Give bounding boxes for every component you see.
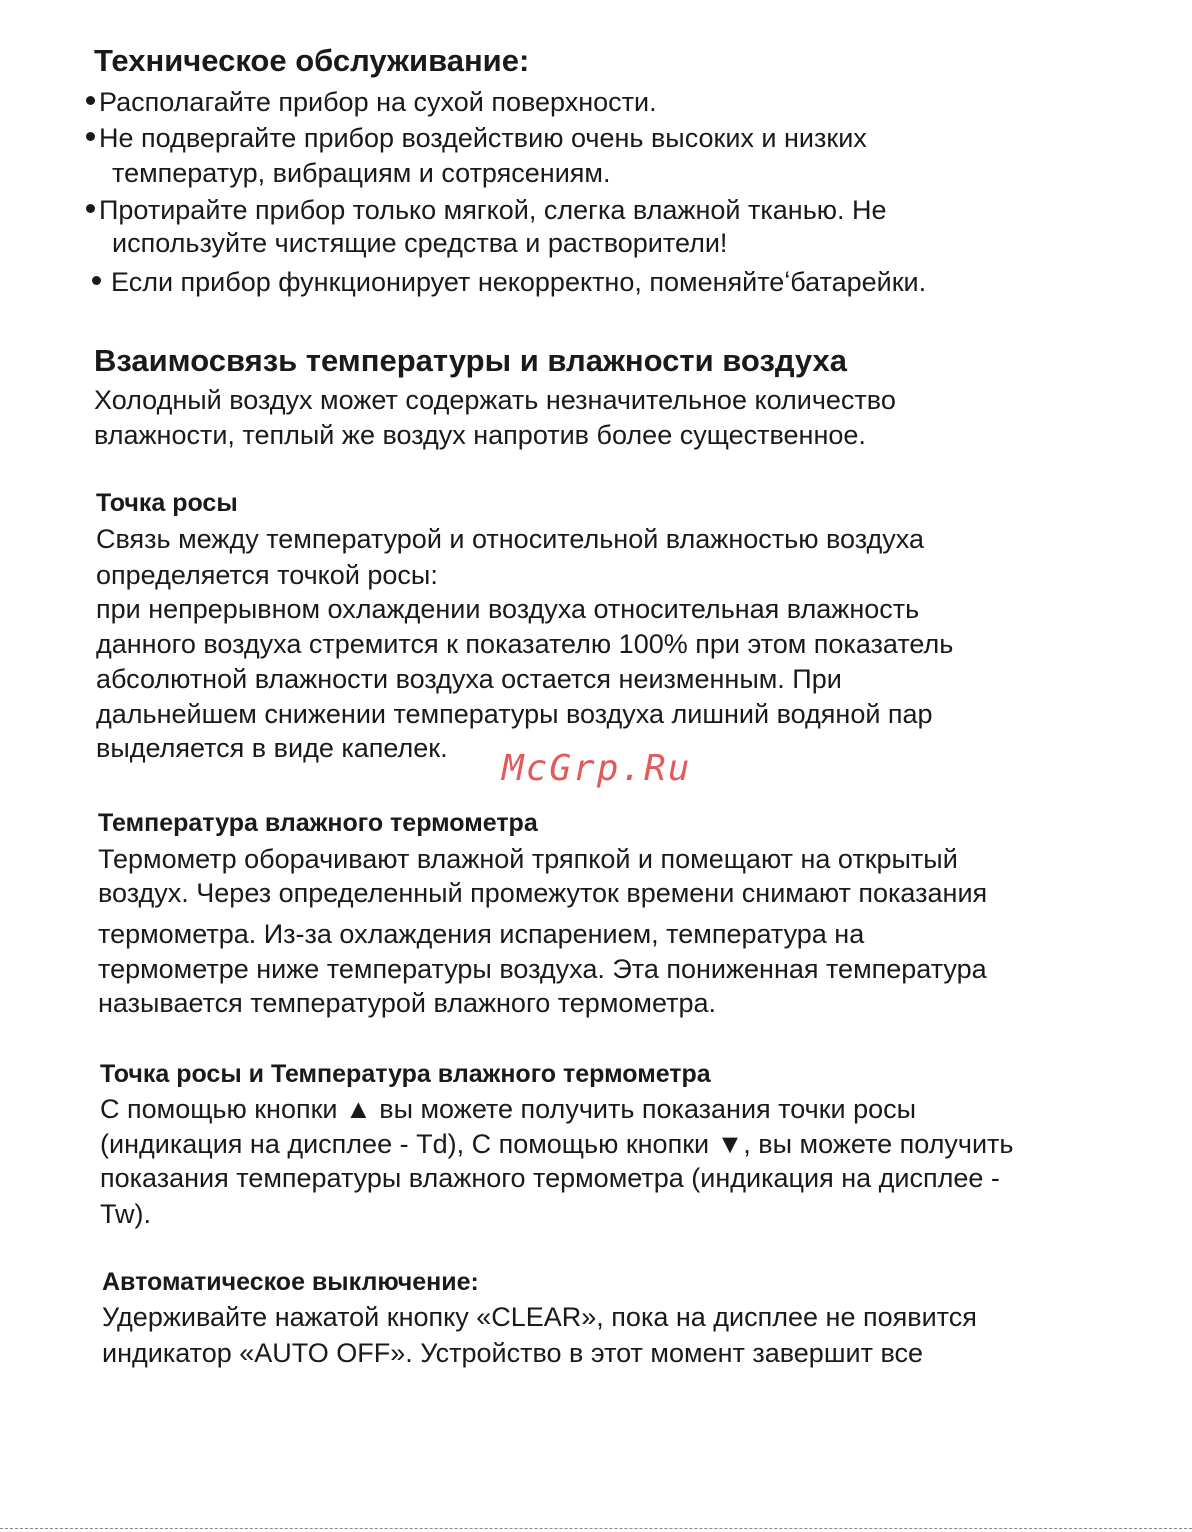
bullet-icon — [86, 96, 95, 105]
wetbulb-title: Температура влажного термометра — [98, 809, 538, 837]
dewpoint-line-6: дальнейшем снижении температуры воздуха лишний водяной пар — [96, 699, 933, 729]
bullet-icon — [86, 204, 95, 213]
maintenance-title: Техническое обслуживание: — [94, 43, 530, 78]
dew-wet-line-1: С помощью кнопки ▲ вы можете получить показания точки росы — [100, 1094, 917, 1124]
bullet-text: Протирайте прибор только мягкой, слегка влажной тканью. Не — [99, 195, 887, 225]
page-bottom-rule — [0, 1528, 1192, 1529]
dew-wet-line-2: (индикация на дисплее - Td), С помощью кнопки ▼, вы можете получить — [100, 1129, 1014, 1159]
wetbulb-line-3: термометра. Из-за охлаждения испарением, температура на — [98, 919, 865, 949]
maintenance-bullet-4 — [92, 265, 926, 299]
wetbulb-line-1: Термометр оборачивают влажной тряпкой и помещают на открытый — [98, 844, 958, 874]
relation-title: Взаимосвязь температуры и влажности воздуха — [94, 343, 848, 378]
dewpoint-line-4: данного воздуха стремится к показателю 100% при этом показатель — [96, 629, 954, 659]
maintenance-bullet-2 — [86, 121, 867, 155]
maintenance-bullet-3-cont: используйте чистящие средства и растворители! — [112, 228, 728, 258]
maintenance-bullet-1 — [86, 85, 657, 119]
bullet-text: Не подвергайте прибор воздействию очень высоких и низких — [99, 123, 867, 153]
dewpoint-title: Точка росы — [96, 489, 238, 517]
autooff-line-1: Удерживайте нажатой кнопку «CLEAR», пока на дисплее не появится — [102, 1302, 977, 1332]
dewpoint-line-2: определяется точкой росы: — [96, 560, 438, 590]
bullet-icon — [86, 132, 95, 141]
maintenance-bullet-3 — [86, 193, 887, 227]
watermark: McGrp.Ru — [502, 748, 692, 789]
dew-wet-line-4: Tw). — [100, 1199, 151, 1229]
wetbulb-line-2: воздух. Через определенный промежуток времени снимают показания — [98, 878, 988, 908]
wetbulb-line-4: термометре ниже температуры воздуха. Эта пониженная температура — [98, 954, 987, 984]
bullet-text: Если прибор функционирует некорректно, поменяйтеʻбатарейки. — [111, 267, 927, 297]
autooff-line-2: индикатор «AUTO OFF». Устройство в этот момент завершит все — [102, 1338, 923, 1368]
bullet-text: Располагайте прибор на сухой поверхности. — [99, 87, 657, 117]
dewpoint-line-1: Связь между температурой и относительной влажностью воздуха — [96, 524, 924, 554]
relation-line-2: влажности, теплый же воздух напротив более существенное. — [94, 420, 866, 450]
dew-wet-title: Точка росы и Температура влажного термометра — [100, 1060, 711, 1088]
bullet-icon — [92, 276, 101, 285]
relation-line-1: Холодный воздух может содержать незначительное количество — [94, 385, 896, 415]
wetbulb-line-5: называется температурой влажного термометра. — [98, 988, 716, 1018]
dewpoint-line-5: абсолютной влажности воздуха остается неизменным. При — [96, 664, 842, 694]
dewpoint-line-3: при непрерывном охлаждении воздуха относительная влажность — [96, 594, 920, 624]
maintenance-bullet-2-cont: температур, вибрациям и сотрясениям. — [112, 158, 611, 188]
autooff-title: Автоматическое выключение: — [102, 1268, 479, 1296]
dew-wet-line-3: показания температуры влажного термометра (индикация на дисплее - — [100, 1163, 1000, 1193]
dewpoint-line-7: выделяется в виде капелек. — [96, 733, 448, 763]
